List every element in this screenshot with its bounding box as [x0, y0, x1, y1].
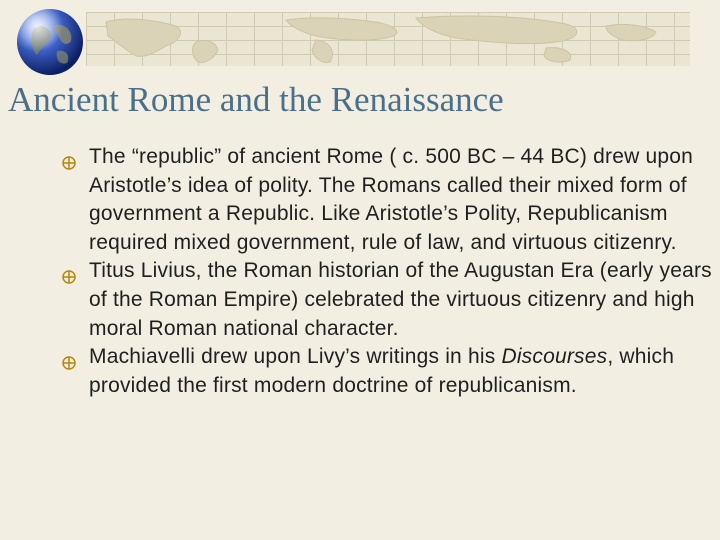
bullet-text: The “republic” of ancient Rome ( c. 500 BC – 44 BC) drew upon Aristotle’s idea of polity. The Romans called their mixed form of government a Republic. Like Aristotle’s Polity, Republicanism required mixed government, rule of law, and virtuous citizenry.: [89, 145, 693, 254]
bullet-text-after: , which provided the first modern doctrine of republicanism.: [89, 345, 675, 397]
globe-icon: [15, 7, 85, 77]
compass-bullet-icon: [62, 150, 76, 164]
bullet-item: [62, 343, 712, 400]
compass-bullet-icon: [62, 350, 76, 364]
slide-title: Ancient Rome and the Renaissance: [8, 80, 504, 119]
compass-bullet-icon: [62, 264, 76, 278]
bullet-text: Titus Livius, the Roman historian of the Augustan Era (early years of the Roman Empire) celebrated the virtuous citizenry and high moral Roman national character.: [89, 259, 712, 340]
world-map-graphic: [86, 12, 690, 66]
bullet-item: [62, 257, 712, 343]
bullet-item: [62, 143, 712, 257]
book-title: Discourses: [501, 345, 608, 369]
bullet-text-before: Machiavelli drew upon Livy’s writings in his: [89, 345, 502, 369]
bullet-list: [62, 143, 712, 400]
